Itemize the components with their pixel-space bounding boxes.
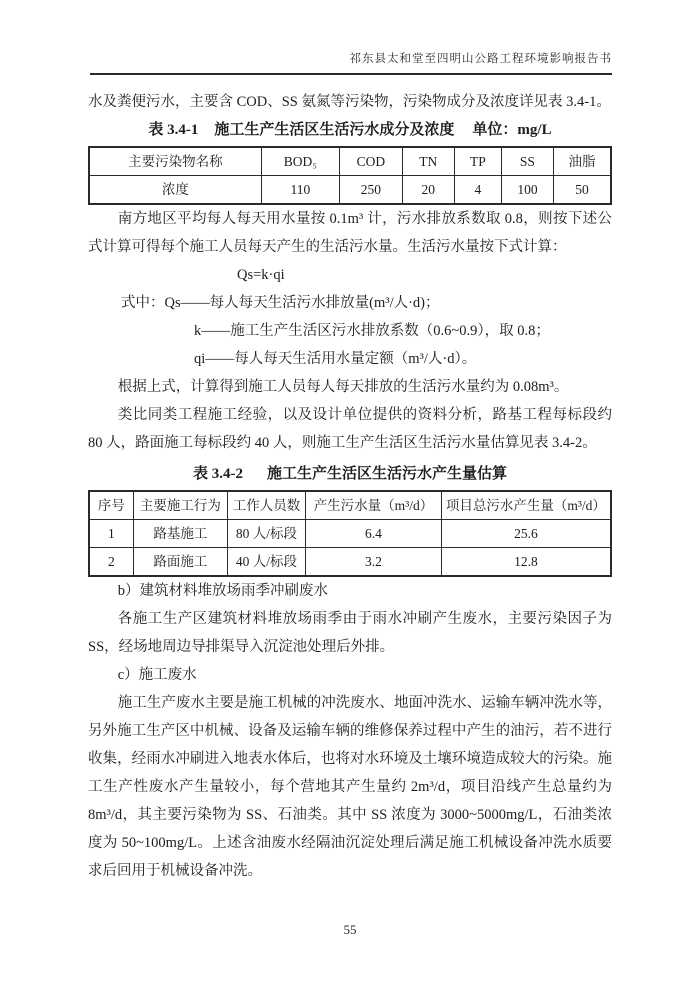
table1-caption-unit: 单位：mg/L <box>472 122 552 138</box>
table1-header-row <box>89 147 611 176</box>
table-3-4-1 <box>88 146 612 205</box>
paragraph-b: 各施工生产区建筑材料堆放场雨季由于雨水冲刷产生废水，主要污染因子为 SS，经场地周边导排渠导入沉淀池处理后外排。 <box>88 611 612 655</box>
table2-cell: 2 <box>89 548 133 577</box>
table1-data-row <box>89 176 611 205</box>
table2-header-cell: 序号 <box>89 491 133 520</box>
table2-cell: 80 人/标段 <box>227 520 305 548</box>
table1-header-cell: SS <box>501 147 553 176</box>
formula-where-qs: 式中：Qs——每人每天生活污水排放量(m³/人·d)； <box>121 295 440 311</box>
table2-caption <box>88 460 612 488</box>
table2-header-cell: 产生污水量（m³/d） <box>306 491 442 520</box>
table2-header-cell: 主要施工行为 <box>133 491 227 520</box>
table2-cell: 25.6 <box>441 520 611 548</box>
table2-cell: 路基施工 <box>133 520 227 548</box>
table1-header-cell: 主要污染物名称 <box>89 147 261 176</box>
table1-value-cell: 250 <box>340 176 403 205</box>
table2-data-row <box>89 520 611 548</box>
table1-row-label: 浓度 <box>89 176 261 205</box>
table1-value-cell: 50 <box>554 176 611 205</box>
formula-where-k: k——施工生产生活区污水排放系数（0.6~0.9），取 0.8； <box>194 323 550 339</box>
header-rule <box>90 73 612 75</box>
table2-header-row <box>89 491 611 520</box>
running-header <box>90 50 612 66</box>
table1-header-cell: BOD₅ <box>261 147 339 176</box>
formula: Qs=k·qi <box>237 267 285 283</box>
table2-cell: 1 <box>89 520 133 548</box>
table2-cell: 3.2 <box>306 548 442 577</box>
heading-b: b）建筑材料堆放场雨季冲刷废水 <box>117 583 328 599</box>
paragraph-result: 根据上式，计算得到施工人员每人每天排放的生活污水量约为 0.08m³。 <box>117 379 569 395</box>
table1-header-cell: COD <box>340 147 403 176</box>
table1-caption-label: 表 3.4-1 <box>148 122 199 138</box>
table1-value-cell: 20 <box>402 176 454 205</box>
paragraph-analogy: 类比同类工程施工经验，以及设计单位提供的资料分析，路基工程每标段约 80 人，路面施工每标段约 40 人，则施工生产生活区生活污水量估算见表 3.4-2。 <box>88 407 612 451</box>
table1-caption-title: 施工生产生活区生活污水成分及浓度 <box>214 122 455 138</box>
page-number: 55 <box>343 922 357 937</box>
table1-header-cell: TP <box>454 147 501 176</box>
paragraph-intro: 水及粪便污水，主要含 COD、SS 氨氮等污染物，污染物成分及浓度详见表 3.4-1。 <box>88 94 611 110</box>
paragraph-water-usage: 南方地区平均每人每天用水量按 0.1m³ 计，污水排放系数取 0.8，则按下述公式计算可得每个施工人员每天产生的生活污水量。生活污水量按下式计算： <box>88 211 612 255</box>
table2-data-row <box>89 548 611 577</box>
table2-cell: 40 人/标段 <box>227 548 305 577</box>
table1-value-cell: 4 <box>454 176 501 205</box>
table1-value-cell: 100 <box>501 176 553 205</box>
formula-where-qi: qi——每人每天生活用水量定额（m³/人·d）。 <box>194 351 477 367</box>
table2-cell: 12.8 <box>441 548 611 577</box>
table1-value-cell: 110 <box>261 176 339 205</box>
table2-caption-title: 施工生产生活区生活污水产生量估算 <box>266 466 507 482</box>
table2-caption-label: 表 3.4-2 <box>192 466 243 482</box>
table2-cell: 路面施工 <box>133 548 227 577</box>
running-header-title: 祁东县太和堂至四明山公路工程环境影响报告书 <box>349 53 612 65</box>
table1-caption <box>88 116 612 144</box>
paragraph-c: 施工生产废水主要是施工机械的冲洗废水、地面冲洗水、运输车辆冲洗水等，另外施工生产区中机械、设备及运输车辆的维修保养过程中产生的油污，若不进行收集，经雨水冲刷进入地表水体后，也将对水环境及土壤环境造成较大的污染。施工生产性废水产生量较小，每个营地其产生量约 2m³/d，项目沿线产生总量约为 8m³/d，其主要污染物为 SS、石油类。其中 SS 浓度为 3000~5000mg/L，石油类浓度为 50~100mg/L。上述含油废水经隔油沉淀处理后满足施工机械设备冲洗水质要求后回用于机械设备冲洗。 <box>88 695 612 879</box>
table2-cell: 6.4 <box>306 520 442 548</box>
table1-header-cell: 油脂 <box>554 147 611 176</box>
table-3-4-2 <box>88 490 612 577</box>
document-body <box>88 88 612 885</box>
table2-header-cell: 项目总污水产生量（m³/d） <box>441 491 611 520</box>
table1-header-cell: TN <box>402 147 454 176</box>
heading-c: c）施工废水 <box>117 667 197 683</box>
table2-header-cell: 工作人员数 <box>227 491 305 520</box>
